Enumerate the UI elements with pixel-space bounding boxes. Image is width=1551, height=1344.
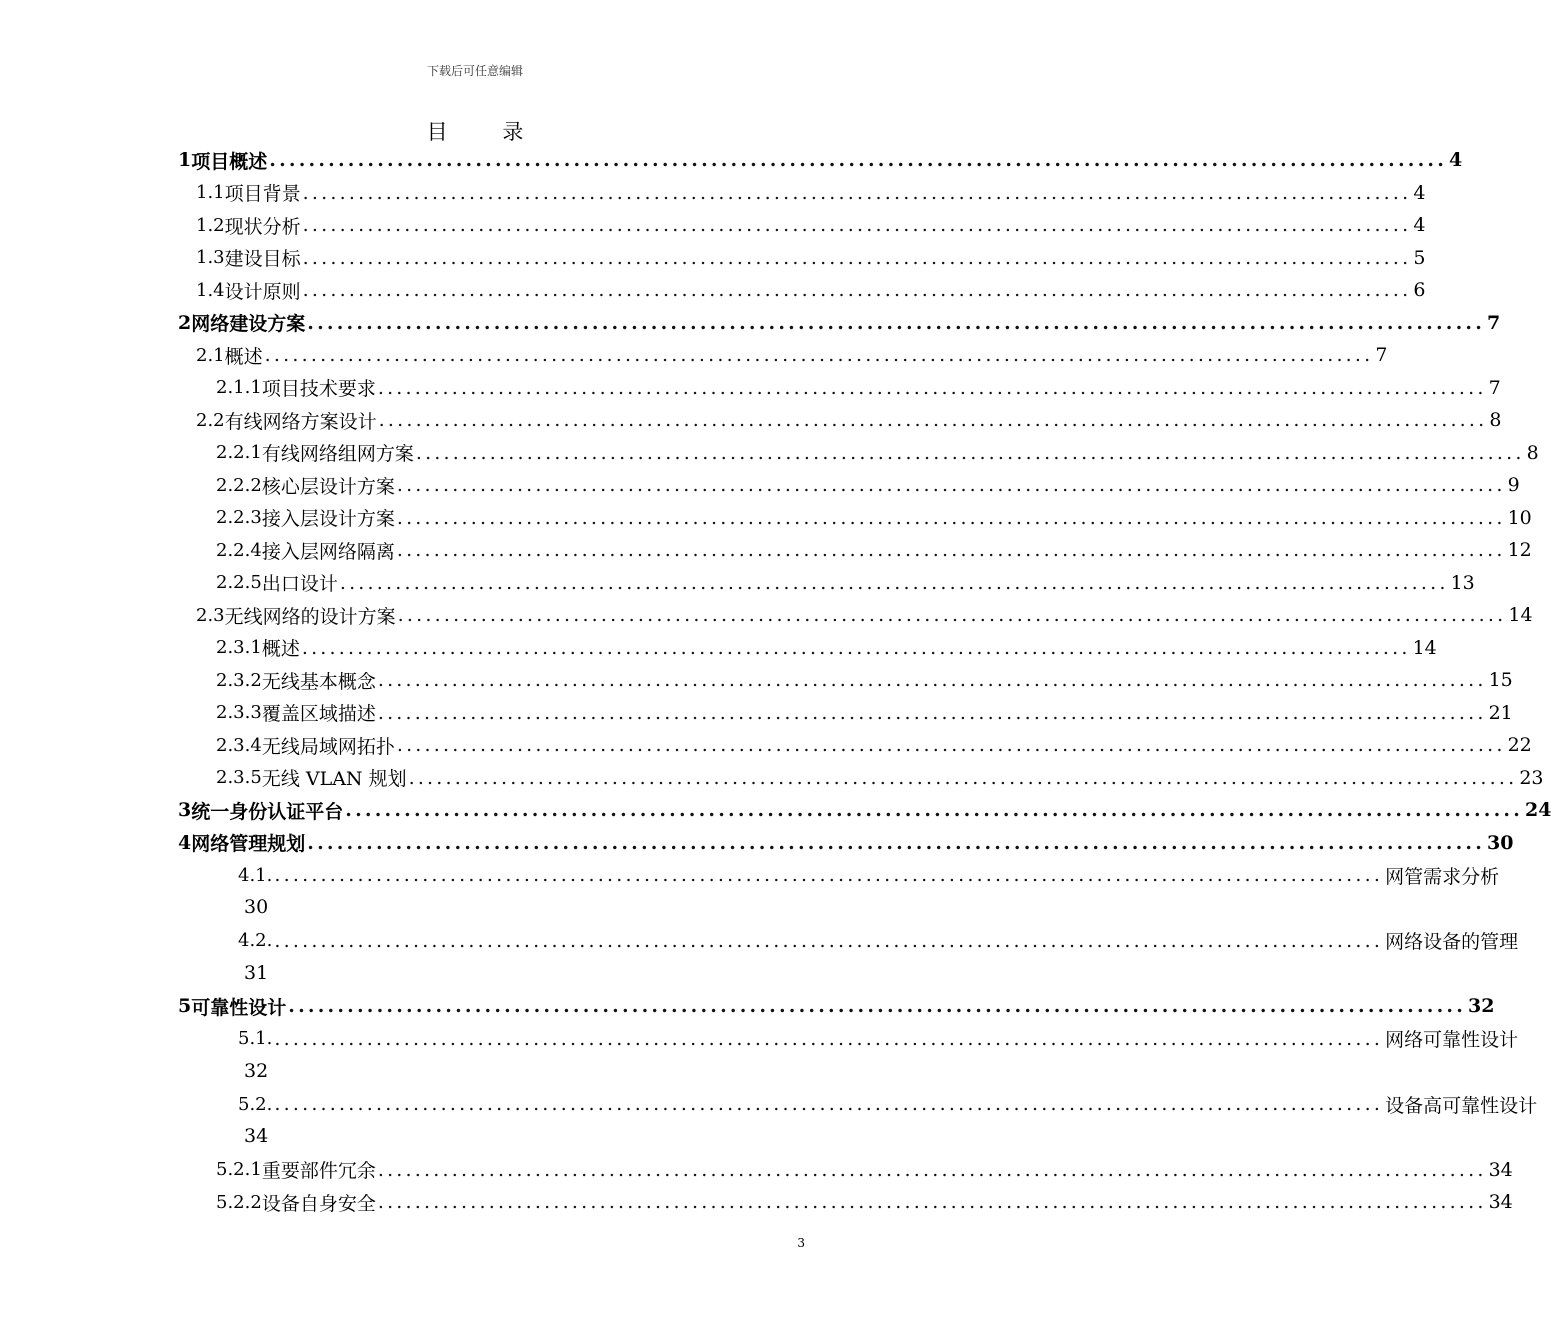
toc-entry[interactable]: [238, 859, 1500, 891]
toc-entry-label: 无线基本概念: [261, 670, 376, 693]
toc-entry-number: 5.2.1: [216, 1159, 262, 1180]
toc-entry-page: 6: [1413, 279, 1426, 301]
toc-title: 目 录: [426, 120, 548, 144]
toc-entry[interactable]: [216, 502, 1532, 534]
toc-leader-dots: ........................................................................................................................: [302, 246, 1412, 269]
toc-entry-page: 13: [1450, 571, 1475, 594]
toc-entry-label: 网络可靠性设计: [1385, 1029, 1519, 1051]
toc-leader-dots: ........................................................................................................................: [345, 799, 1524, 821]
page-header: 下载后可任意编辑: [426, 64, 523, 78]
toc-entry-label: 出口设计: [261, 573, 338, 595]
toc-entry-label: 现状分析: [224, 215, 301, 238]
toc-entry-number: 2.1: [196, 344, 225, 366]
toc-entry-page: 7: [1487, 311, 1501, 334]
toc-entry-page: 4: [1413, 181, 1426, 204]
toc-entry-label: 接入层网络隔离: [261, 540, 395, 563]
toc-entry-page: 34: [1488, 1191, 1513, 1213]
toc-leader-dots: ........................................................................................................................: [302, 181, 1412, 204]
toc-entry-number: 2.2: [196, 409, 225, 431]
toc-entry-number: 2.3.4: [216, 734, 262, 756]
toc-entry-label: 建设目标: [224, 248, 301, 270]
toc-leader-dots: ........................................................................................................................: [301, 636, 1411, 659]
toc-entry-number: 2.1.1: [216, 377, 262, 398]
toc-entry-number: 5.1.: [238, 1028, 273, 1049]
toc-entry-label: 项目背景: [224, 183, 301, 205]
toc-entry-page: 5: [1413, 246, 1426, 269]
toc-entry[interactable]: [196, 339, 1388, 371]
toc-entry-number: 5.2.2: [216, 1191, 262, 1213]
toc-entry-page: 14: [1412, 636, 1437, 659]
toc-entry[interactable]: [196, 274, 1426, 306]
toc-entry-number: 5.2.: [238, 1093, 273, 1115]
toc-entry[interactable]: [178, 144, 1463, 176]
toc-entry-page: 23: [1519, 766, 1544, 789]
toc-leader-dots: ........................................................................................................................: [302, 214, 1412, 236]
toc-entry-page: 34: [1488, 1158, 1513, 1181]
toc-entry-label: 无线局域网拓扑: [261, 735, 395, 758]
toc-entry-page: 30: [1487, 831, 1514, 854]
toc-entry-number: 5: [178, 995, 192, 1017]
toc-leader-dots: ........................................................................................................................: [339, 571, 1449, 594]
toc-entry-label: 概述: [224, 345, 263, 368]
toc-entry[interactable]: [178, 990, 1495, 1022]
toc-entry[interactable]: [196, 209, 1426, 241]
toc-entry-number: 4: [178, 831, 192, 854]
toc-entry-number: 1.1: [196, 182, 225, 203]
toc-entry[interactable]: [216, 567, 1475, 599]
toc-entry[interactable]: [216, 372, 1501, 404]
toc-entry-number: 2.2.4: [216, 539, 262, 561]
toc-entry-label: 设备高可靠性设计: [1385, 1094, 1538, 1117]
toc-leader-dots: ........................................................................................................................: [274, 1027, 1384, 1050]
toc-entry-label: 有线网络方案设计: [224, 410, 377, 433]
toc-entry-page: 21: [1488, 701, 1513, 724]
toc-entry-page: 9: [1507, 474, 1520, 496]
toc-entry-label: 接入层设计方案: [261, 508, 395, 530]
toc-entry[interactable]: [238, 1088, 1538, 1120]
toc-leader-dots: ........................................................................................................................: [378, 409, 1488, 431]
toc-entry-page: 24: [1525, 799, 1551, 821]
toc-leader-dots: ........................................................................................................................: [377, 701, 1487, 724]
toc-entry-number: 1.3: [196, 247, 225, 268]
toc-entry-number: 2.2.5: [216, 572, 262, 593]
toc-entry-page: 15: [1488, 669, 1513, 691]
toc-entry-number: 2.2.2: [216, 474, 262, 496]
toc-entry-page: 4: [1413, 214, 1426, 236]
toc-entry-page: 30: [244, 896, 269, 918]
toc-leader-dots: ........................................................................................................................: [397, 604, 1507, 626]
toc-entry-number: 4.2.: [238, 930, 273, 951]
toc-leader-dots: ........................................................................................................................: [288, 995, 1467, 1017]
toc-entry-label: 统一身份认证平台: [191, 800, 344, 823]
toc-entry-number: 2.3.3: [216, 702, 262, 723]
toc-leader-dots: ........................................................................................................................: [408, 766, 1518, 789]
toc-entry-number: 2.3: [196, 604, 225, 626]
toc-entry[interactable]: [178, 794, 1551, 826]
toc-entry[interactable]: [216, 469, 1520, 501]
toc-entry-label: 项目技术要求: [261, 378, 376, 400]
toc-leader-dots: ........................................................................................................................: [415, 441, 1525, 464]
toc-leader-dots: ........................................................................................................................: [396, 734, 1506, 756]
toc-entry[interactable]: [216, 762, 1544, 794]
toc-leader-dots: ........................................................................................................................: [377, 669, 1487, 691]
toc-entry[interactable]: [216, 664, 1513, 696]
toc-entry-label: 核心层设计方案: [261, 475, 395, 498]
toc-entry-page: 31: [244, 961, 269, 984]
page-number: 3: [797, 1236, 805, 1250]
toc-entry[interactable]: [216, 1154, 1513, 1186]
toc-entry-label: 重要部件冗余: [261, 1160, 376, 1182]
toc-entry-page: 8: [1526, 441, 1539, 464]
toc-leader-dots: ........................................................................................................................: [302, 279, 1412, 301]
toc-entry-label: 无线 VLAN 规划: [261, 768, 407, 790]
toc-entry[interactable]: [196, 404, 1502, 436]
toc-entry[interactable]: [216, 632, 1437, 664]
toc-entry-label: 网管需求分析: [1385, 865, 1500, 888]
toc-entry-label: 覆盖区域描述: [261, 703, 376, 725]
toc-entry-number: 1: [178, 149, 192, 171]
toc-entry[interactable]: [216, 534, 1532, 566]
toc-entry[interactable]: [238, 925, 1519, 957]
toc-leader-dots: ........................................................................................................................: [274, 929, 1384, 952]
toc-entry-page: 10: [1507, 506, 1532, 529]
toc-entry[interactable]: [196, 177, 1426, 209]
toc-leader-dots: ........................................................................................................................: [377, 376, 1487, 399]
toc-entry-page: 4: [1449, 149, 1463, 171]
toc-leader-dots: ........................................................................................................................: [269, 149, 1448, 171]
toc-leader-dots: ........................................................................................................................: [274, 864, 1384, 886]
toc-leader-dots: ........................................................................................................................: [396, 506, 1506, 529]
toc-leader-dots: ........................................................................................................................: [307, 311, 1486, 334]
toc-entry-number: 2.2.1: [216, 442, 262, 463]
toc-entry-label: 网络设备的管理: [1385, 931, 1519, 953]
toc-entry-page: 14: [1508, 604, 1533, 626]
toc-entry-page: 32: [1468, 995, 1495, 1017]
toc-entry-page: 8: [1489, 409, 1502, 431]
toc-entry[interactable]: [216, 729, 1532, 761]
toc-entry-page: 32: [244, 1059, 269, 1082]
toc-entry-number: 1.2: [196, 214, 225, 236]
toc-entry[interactable]: [178, 307, 1501, 339]
toc-entry[interactable]: [216, 697, 1513, 729]
toc-entry-number: 2: [178, 311, 192, 334]
toc-entry[interactable]: [238, 1023, 1519, 1055]
toc-entry-label: 有线网络组网方案: [261, 443, 414, 465]
toc-leader-dots: ........................................................................................................................: [274, 1093, 1384, 1115]
toc-entry-label: 概述: [261, 638, 300, 660]
toc-entry-label: 项目概述: [191, 150, 268, 173]
toc-entry-number: 2.2.3: [216, 507, 262, 528]
toc-entry-label: 网络管理规划: [191, 833, 306, 855]
toc-entry-page: 22: [1507, 734, 1532, 756]
toc-leader-dots: ........................................................................................................................: [377, 1191, 1487, 1213]
toc-entry[interactable]: [196, 599, 1533, 631]
toc-entry-page: 7: [1488, 376, 1501, 399]
toc-entry-number: 4.1.: [238, 864, 273, 886]
toc-leader-dots: ........................................................................................................................: [307, 831, 1486, 854]
toc-entry-label: 可靠性设计: [191, 996, 287, 1019]
toc-entry[interactable]: [196, 242, 1426, 274]
toc-entry[interactable]: [216, 1186, 1513, 1218]
toc-leader-dots: ........................................................................................................................: [377, 1158, 1487, 1181]
toc-entry-number: 1.4: [196, 279, 225, 301]
toc-entry-label: 无线网络的设计方案: [224, 605, 396, 628]
toc-entry[interactable]: [178, 827, 1514, 859]
toc-leader-dots: ........................................................................................................................: [396, 539, 1506, 561]
toc-entry-number: 3: [178, 799, 192, 821]
toc-entry-number: 2.3.2: [216, 669, 262, 691]
toc-entry-page: 12: [1507, 539, 1532, 561]
toc-entry-label: 设备自身安全: [261, 1192, 376, 1215]
toc-entry[interactable]: [216, 437, 1539, 469]
toc-entry-number: 2.3.5: [216, 767, 262, 788]
toc-entry-page: 7: [1375, 344, 1388, 366]
toc-entry-page: 34: [244, 1125, 269, 1147]
toc-entry-label: 设计原则: [224, 280, 301, 303]
toc-entry-number: 2.3.1: [216, 637, 262, 658]
toc-entry-label: 网络建设方案: [191, 313, 306, 335]
toc-leader-dots: ........................................................................................................................: [264, 344, 1374, 366]
toc-leader-dots: ........................................................................................................................: [396, 474, 1506, 496]
